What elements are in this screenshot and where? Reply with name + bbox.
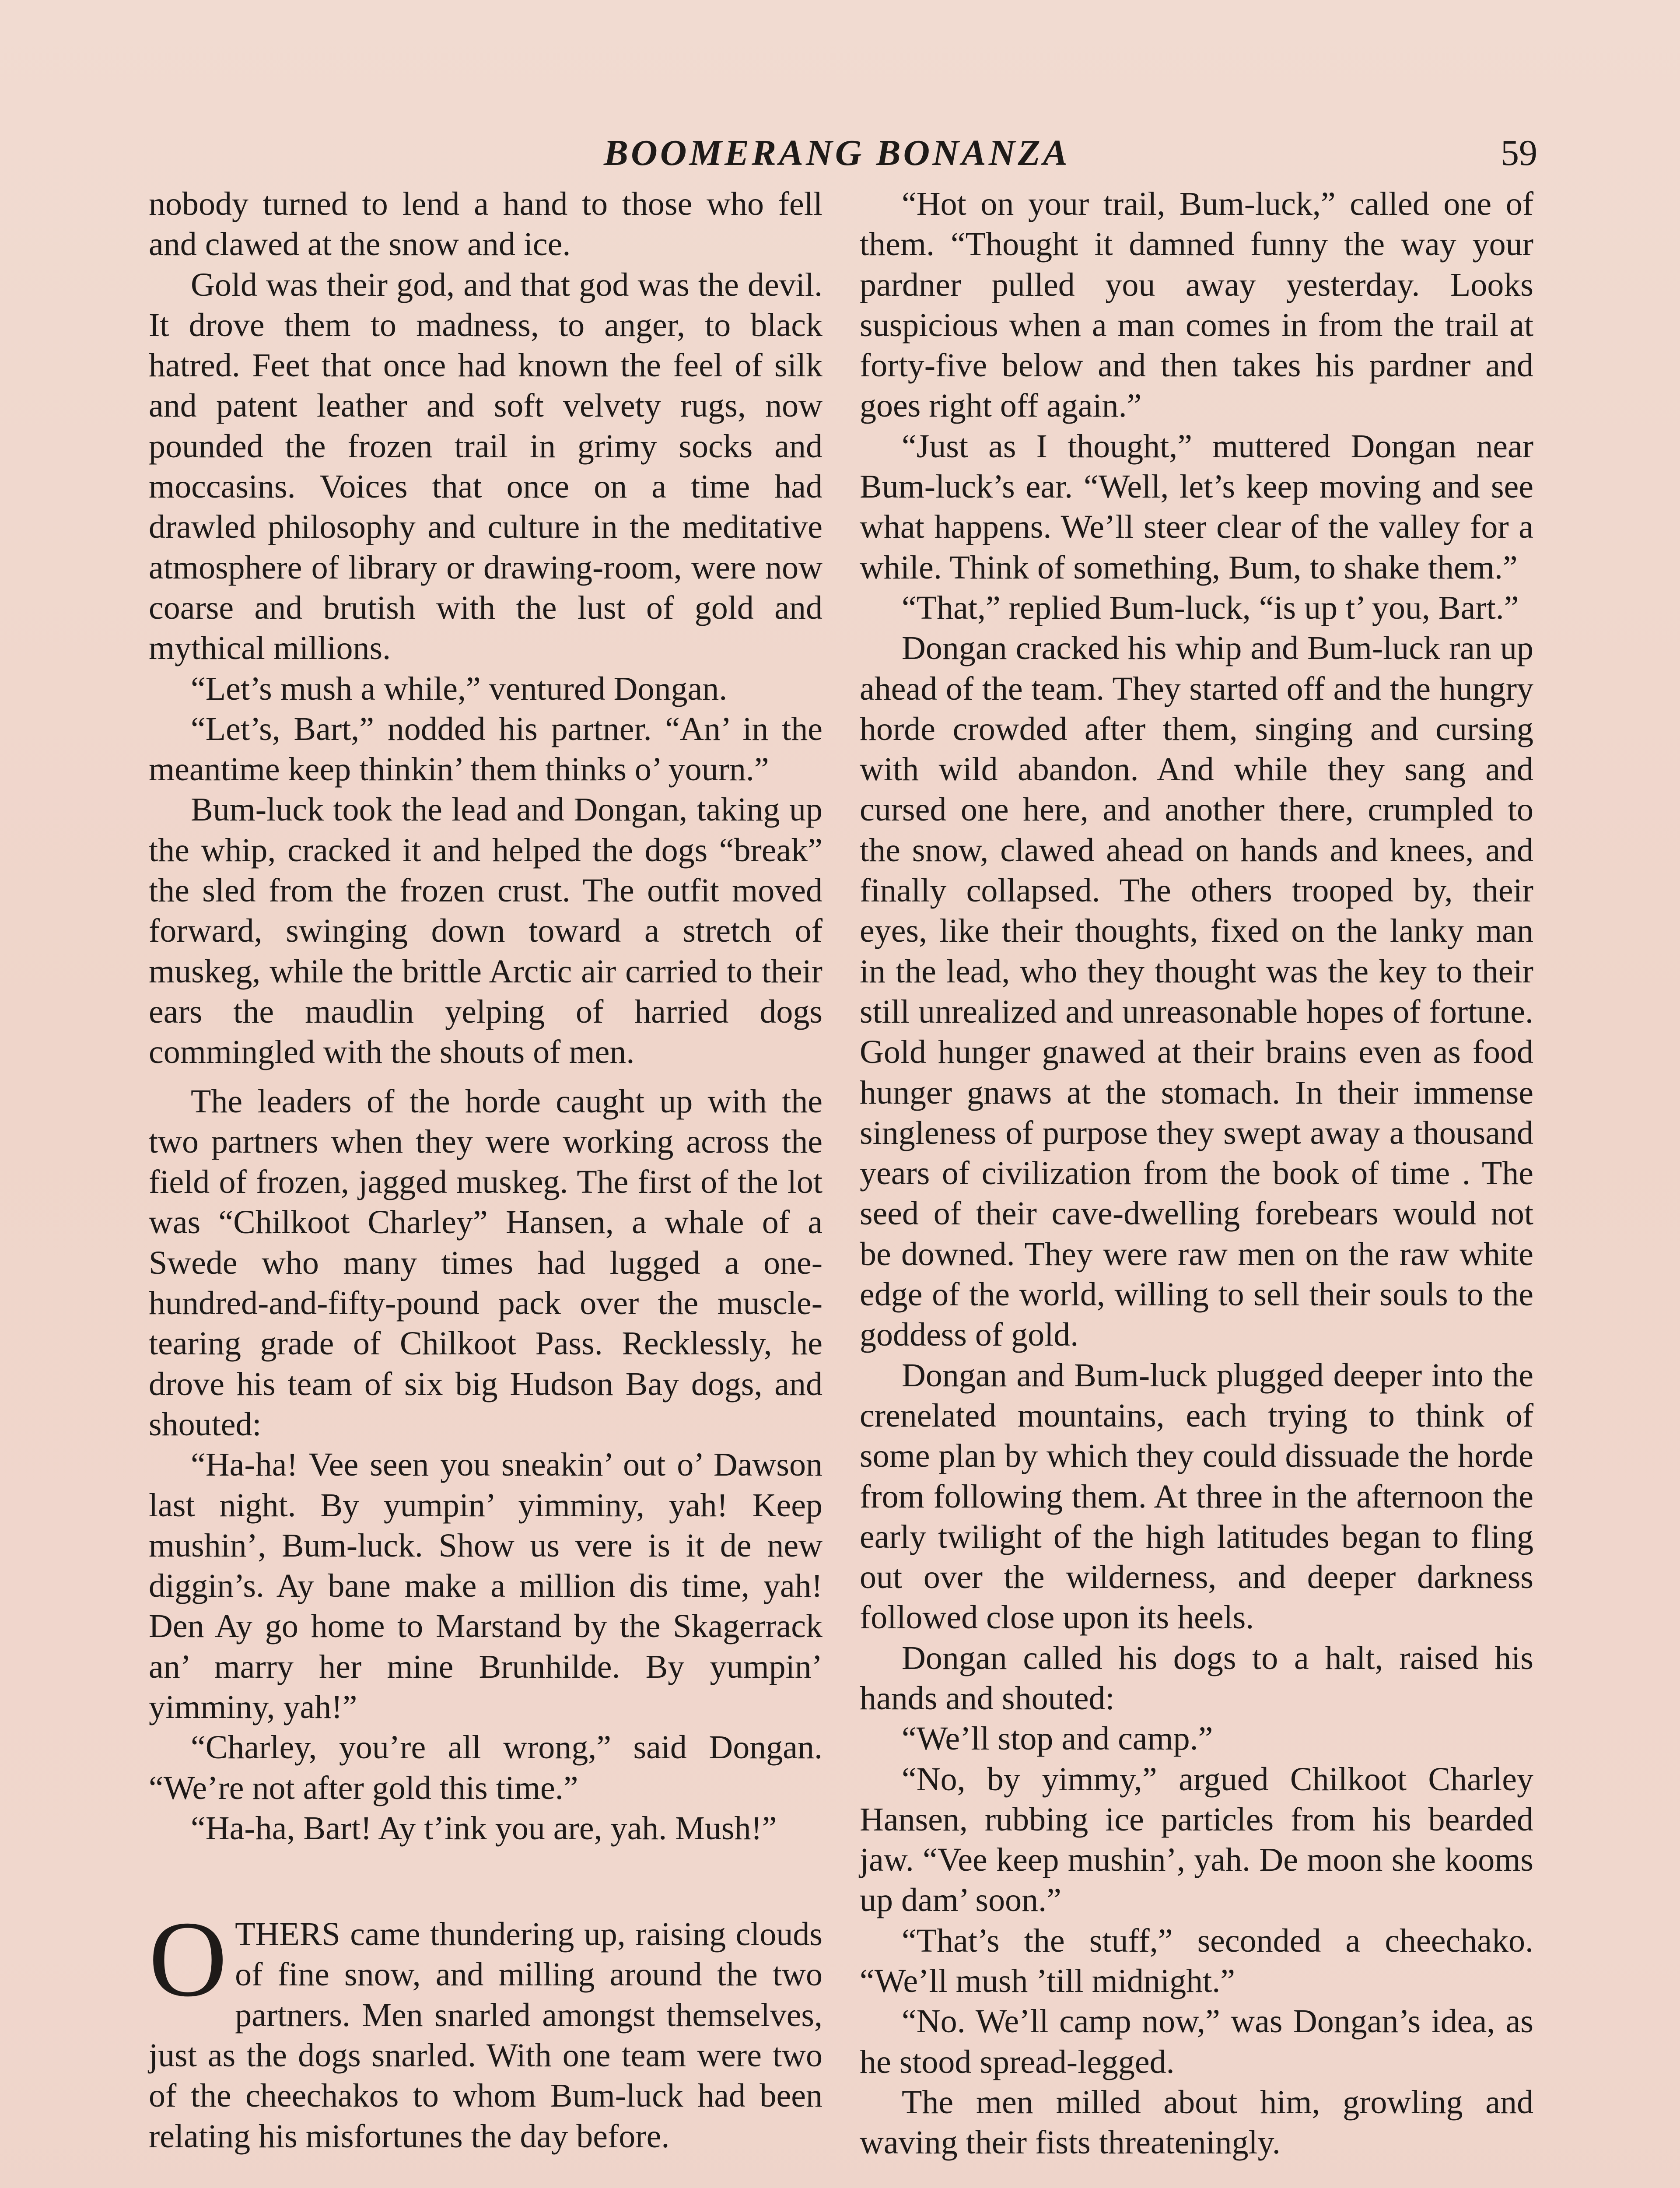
paragraph: Dongan cracked his whip and Bum-luck ran up ahead of the team. They started off and the hungry horde crowded after them, singing and cursing with wild abandon. And while they sang and cursed one here, and another there, crumpled to the snow, clawed ahead on hands and knees, and finally collapsed. The others trooped by, their eyes, like their thoughts, fixed on the lanky man in the lead, who they thought was the key to their still unrealized and unreasonable hopes of fortune. Gold hunger gnawed at their brains even as food hunger gnaws at the stomach. In their immense singleness of purpose they swept away a thousand years of civilization from the book of time . The seed of their cave-dwelling forebears would not be downed. They were raw men on the raw white edge of the world, willing to sell their souls to the goddess of gold. <box>860 630 1533 1353</box>
drop-cap-text: THERS came thundering up, raising clouds of fine snow, and milling around the two partners. Men snarled amongst themselves, just as the dogs snarled. With one team were two of the cheechakos to whom Bum-luck had been relating his misfortunes the day before. <box>149 1916 822 2155</box>
paragraph: “Just as I thought,” muttered Dongan near Bum-luck’s ear. “Well, let’s keep moving and see what happens. We’ll steer clear of the valley for a while. Think of something, Bum, to shake them.” <box>860 428 1533 586</box>
paragraph: “Hot on your trail, Bum-luck,” called one of them. “Thought it damned funny the way your pardner pulled you away yesterday. Looks suspicious when a man comes in from the trail at forty-five below and then takes his pardner and goes right off again.” <box>860 186 1533 424</box>
paragraph: The men milled about him, growling and waving their fists threateningly. <box>860 2083 1533 2161</box>
paragraph: “Ha-ha, Bart! Ay t’ink you are, yah. Mush!” <box>191 1809 777 1847</box>
page-number: 59 <box>1501 133 1537 173</box>
drop-cap-paragraph <box>149 1899 822 2156</box>
drop-cap-initial: O <box>149 1899 228 2020</box>
paragraph: Bum-luck took the lead and Dongan, taking up the whip, cracked it and helped the dogs “break” the sled from the frozen crust. The outfit moved forward, swinging down toward a stretch of muskeg, while the brittle Arctic air carried to their ears the maudlin yelping of harried dogs commingled with the shouts of men. <box>149 791 822 1071</box>
paragraph: “Charley, you’re all wrong,” said Dongan. “We’re not after gold this time.” <box>149 1729 822 1806</box>
paragraph: “That,” replied Bum-luck, “is up t’ you, Bart.” <box>902 589 1519 626</box>
story-title: BOOMERANG BONANZA <box>604 133 1070 173</box>
paragraph: “Let’s mush a while,” ventured Dongan. <box>191 670 728 707</box>
paragraph: “That’s the stuff,” seconded a cheechako. “We’ll mush ’till midnight.” <box>860 1922 1533 2000</box>
paragraph: Dongan called his dogs to a halt, raised his hands and shouted: <box>860 1639 1533 1717</box>
paragraph: “No, by yimmy,” argued Chilkoot Charley Hansen, rubbing ice particles from his bearded jaw. “Vee keep mushin’, yah. De moon she kooms up dam’ soon.” <box>860 1760 1533 1919</box>
paragraph: Dongan and Bum-luck plugged deeper into the crenelated mountains, each trying to think of some plan by which they could dissuade the horde from following them. At three in the afternoon the early twilight of the high latitudes began to fling out over the wilderness, and deeper darkness followed close upon its heels. <box>860 1357 1533 1636</box>
paragraph: nobody turned to lend a hand to those who fell and clawed at the snow and ice. <box>149 186 822 263</box>
paragraph: “No. We’ll camp now,” was Dongan’s idea, as he stood spread-legged. <box>860 2003 1533 2080</box>
left-column <box>149 184 822 2188</box>
running-head <box>0 129 1680 177</box>
paragraph: The leaders of the horde caught up with the two partners when they were working across the field of frozen, jagged muskeg. The first of the lot was “Chilkoot Charley” Hansen, a whale of a Swede who many times had lugged a one-hundred-and-fifty-pound pack over the muscle-tearing grade of Chilkoot Pass. Recklessly, he drove his team of six big Hudson Bay dogs, and shouted: <box>149 1083 822 1443</box>
paragraph: Gold was their god, and that god was the devil. It drove them to madness, to anger, to black hatred. Feet that once had known the feel of silk and patent leather and soft velvety rugs, now pounded the frozen trail in grimy socks and moccasins. Voices that once on a time had drawled philosophy and culture in the meditative atmosphere of library or drawing-room, were now coarse and brutish with the lust of gold and mythical millions. <box>149 266 822 667</box>
paragraph: “Let’s, Bart,” nodded his partner. “An’ in the meantime keep thinkin’ them thinks o’ yourn.” <box>149 710 822 788</box>
right-column <box>860 184 1533 2188</box>
paragraph: “We’ll stop and camp.” <box>902 1720 1213 1757</box>
paragraph: “Ha-ha! Vee seen you sneakin’ out o’ Dawson last night. By yumpin’ yimminy, yah! Keep mushin’, Bum-luck. Show us vere is it de new diggin’s. Ay bane make a million dis time, yah! Den Ay go home to Marstand by the Skagerrack an’ marry her mine Brunhilde. By yumpin’ yimminy, yah!” <box>149 1446 822 1725</box>
